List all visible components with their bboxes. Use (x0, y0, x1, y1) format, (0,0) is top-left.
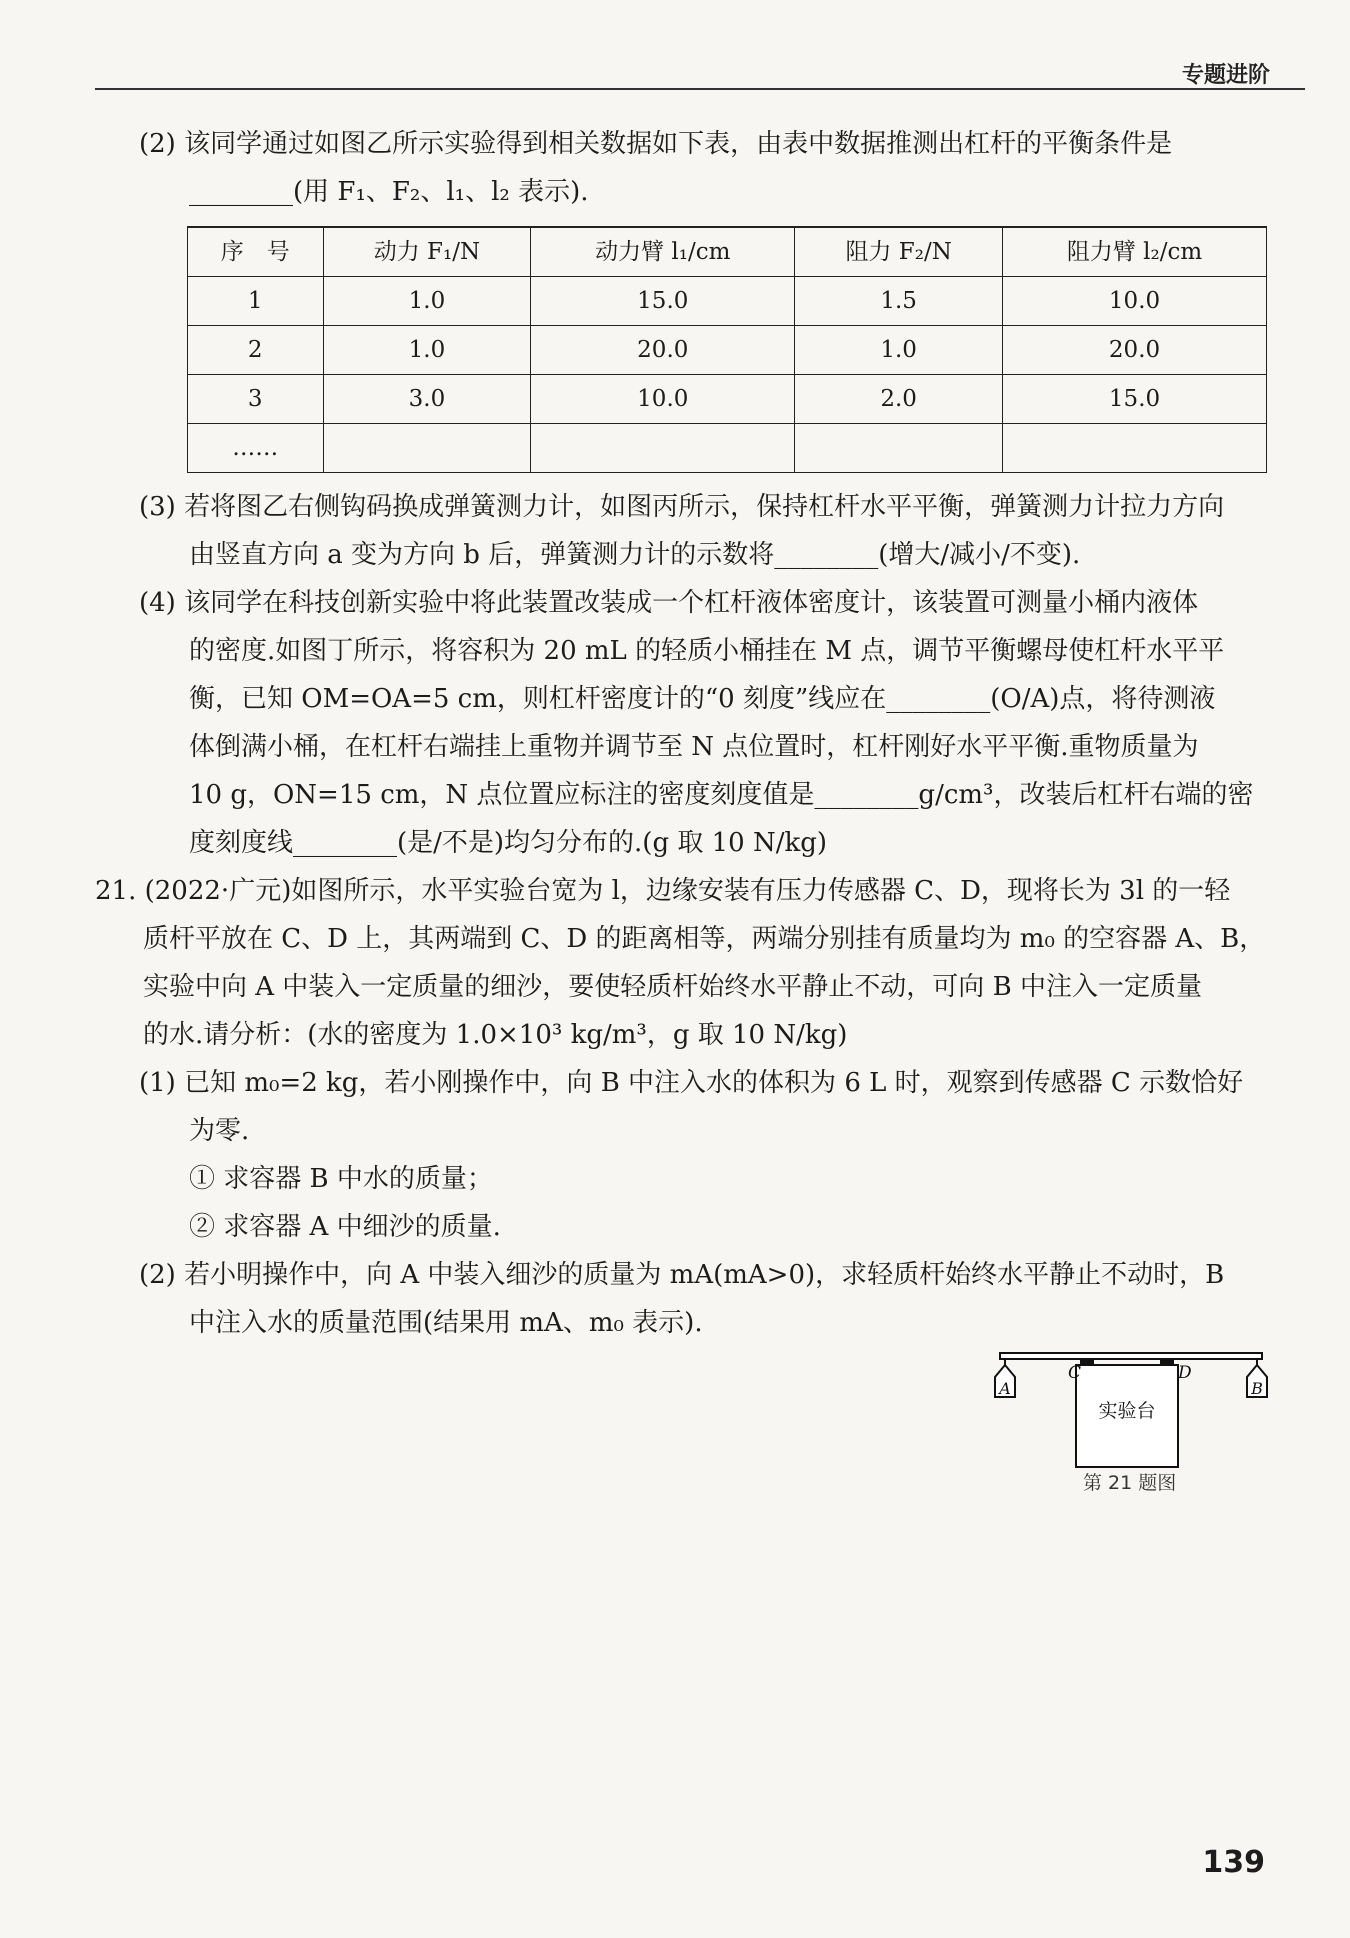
table-cell: 1.0 (323, 277, 531, 326)
q20-part3-line2: 由竖直方向 a 变为方向 b 后，弹簧测力计的示数将________(增大/减小/不变). (189, 540, 1081, 570)
q21-part1-line2: 为零. (189, 1116, 250, 1146)
q20-part2-line1: (2) 该同学通过如图乙所示实验得到相关数据如下表，由表中数据推测出杠杆的平衡条件是 (139, 129, 1173, 159)
table-header-cell: 阻力臂 l₂/cm (1003, 227, 1267, 277)
label-c: C (1068, 1363, 1082, 1383)
table-header-cell: 动力臂 l₁/cm (531, 227, 795, 277)
table-cell: 3.0 (323, 375, 531, 424)
table-cell (1003, 424, 1267, 473)
q20-part4-line1: (4) 该同学在科技创新实验中将此装置改装成一个杠杆液体密度计，该装置可测量小桶内液体 (139, 588, 1199, 618)
table-cell (323, 424, 531, 473)
table-cell: 1.0 (795, 326, 1003, 375)
figure-caption: 第 21 题图 (1083, 1472, 1177, 1494)
q20-part4-line3: 衡，已知 OM=OA=5 cm，则杠杆密度计的“0 刻度”线应在________(O/A)点，将待测液 (189, 684, 1216, 714)
q20-part3-line1: (3) 若将图乙右侧钩码换成弹簧测力计，如图丙所示，保持杠杆水平平衡，弹簧测力计拉力方向 (139, 492, 1225, 522)
q21-part1-a: ① 求容器 B 中水的质量； (189, 1164, 493, 1194)
q21-stem-line2: 质杆平放在 C、D 上，其两端到 C、D 的距离相等，两端分别挂有质量均为 m₀ 的空容器 A、B， (143, 924, 1266, 954)
table-cell: 3 (188, 375, 324, 424)
label-a: A (999, 1379, 1011, 1398)
table-cell: 10.0 (1003, 277, 1267, 326)
q20-part4-line5: 10 g，ON=15 cm，N 点位置应标注的密度刻度值是________g/cm³，改装后杠杆右端的密 (189, 780, 1254, 810)
lever-rod (1000, 1353, 1262, 1359)
table-row (188, 375, 1267, 424)
data-table (187, 226, 1267, 473)
q21-part2-line1: (2) 若小明操作中，向 A 中装入细沙的质量为 mA(mA>0)，求轻质杆始终水平静止不动时，B (139, 1260, 1225, 1290)
table-row (188, 277, 1267, 326)
section-label: 专题进阶 (1181, 63, 1270, 88)
q21-stem-line3: 实验中向 A 中装入一定质量的细沙，要使轻质杆始终水平静止不动，可向 B 中注入一定质量 (143, 972, 1202, 1002)
table-cell: 20.0 (531, 326, 795, 375)
q20-part4-line2: 的密度.如图丁所示，将容积为 20 mL 的轻质小桶挂在 M 点，调节平衡螺母使杠杆水平平 (189, 636, 1225, 666)
table-cell: 1 (188, 277, 324, 326)
q20-part4-line4: 体倒满小桶，在杠杆右端挂上重物并调节至 N 点位置时，杠杆刚好水平平衡.重物质量为 (189, 732, 1199, 762)
table-cell: 10.0 (531, 375, 795, 424)
table-header-cell: 阻力 F₂/N (795, 227, 1003, 277)
table-cell: 2.0 (795, 375, 1003, 424)
q20-part2-line2: ________(用 F₁、F₂、l₁、l₂ 表示). (189, 177, 589, 207)
page-number: 139 (1202, 1845, 1265, 1880)
table-cell (531, 424, 795, 473)
label-d: D (1178, 1363, 1192, 1383)
q21-part1-line1: (1) 已知 m₀=2 kg，若小刚操作中，向 B 中注入水的体积为 6 L 时，观察到传感器 C 示数恰好 (139, 1068, 1244, 1098)
q21-stem-line1: 21. (2022·广元)如图所示，水平实验台宽为 l，边缘安装有压力传感器 C、D，现将长为 3l 的一轻 (95, 876, 1231, 906)
table-cell (795, 424, 1003, 473)
q20-part4-line6: 度刻度线________(是/不是)均匀分布的.(g 取 10 N/kg) (189, 828, 828, 858)
q21-stem-line4: 的水.请分析：(水的密度为 1.0×10³ kg/m³，g 取 10 N/kg) (143, 1020, 848, 1050)
q21-part1-b: ② 求容器 A 中细沙的质量. (189, 1212, 501, 1242)
bench-label: 实验台 (1098, 1400, 1156, 1422)
table-header-cell: 序 号 (188, 227, 324, 277)
table-cell: 15.0 (1003, 375, 1267, 424)
header-rule (95, 88, 1305, 90)
table-row (188, 326, 1267, 375)
table-cell: 1.0 (323, 326, 531, 375)
table-header-cell: 动力 F₁/N (323, 227, 531, 277)
table-cell: 15.0 (531, 277, 795, 326)
page-content (95, 120, 1275, 1347)
table-header-row (188, 227, 1267, 277)
label-b: B (1251, 1379, 1263, 1398)
table-cell: …… (188, 424, 324, 473)
table-cell: 20.0 (1003, 326, 1267, 375)
q21-part2-line2: 中注入水的质量范围(结果用 mA、m₀ 表示). (189, 1308, 703, 1338)
table-cell: 2 (188, 326, 324, 375)
table-row (188, 424, 1267, 473)
table-cell: 1.5 (795, 277, 1003, 326)
